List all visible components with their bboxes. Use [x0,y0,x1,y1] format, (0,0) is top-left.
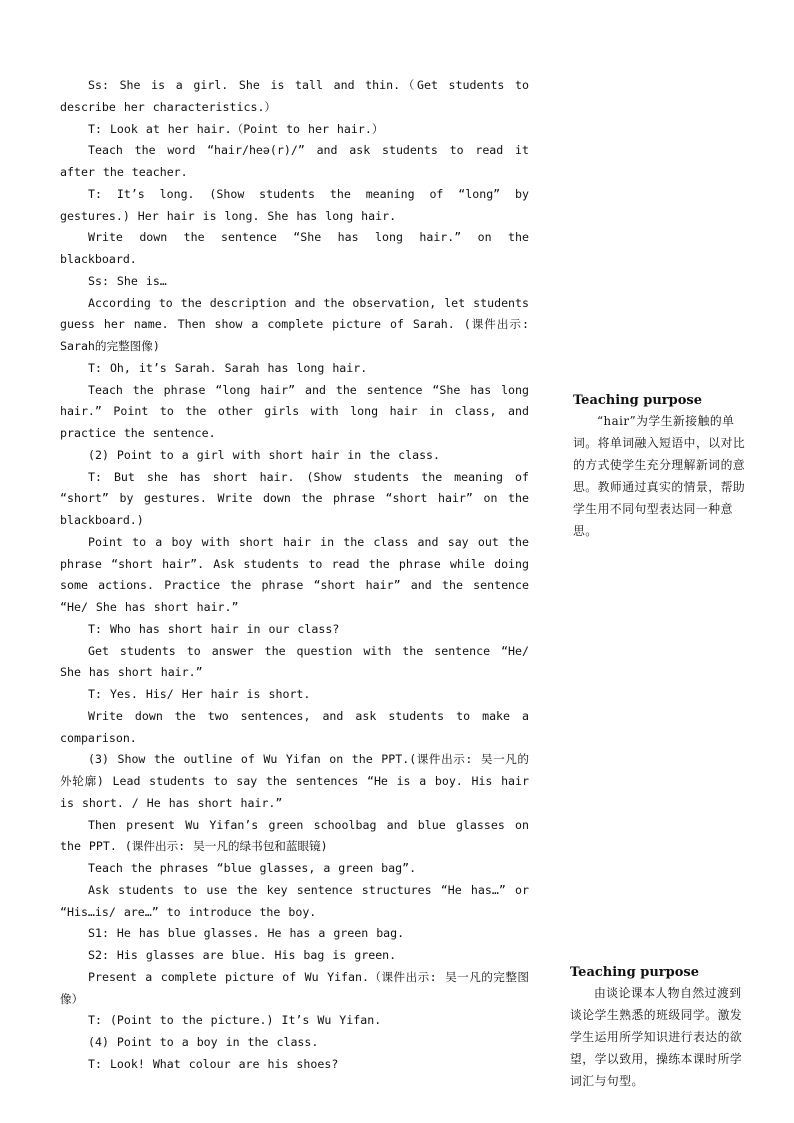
paragraph: Ask students to use the key sentence structures “He has…” or “His…is/ are…” to introduce the boy. [60,882,529,919]
paragraph: Ss: She is… [88,273,167,288]
paragraph: Write down the two sentences, and ask students to make a comparison. [60,708,529,745]
paragraph: Teach the phrases “blue glasses, a green bag”. [88,861,417,875]
paragraph: T: Oh, it’s Sarah. Sarah has long hair. [88,360,368,375]
paragraph: Write down the sentence “She has long hair.” on the blackboard. [60,230,529,266]
note-heading: Teaching purpose [570,965,699,980]
paragraph: Teach the phrase “long hair” and the sentence “She has long hair.” Point to the other girls with long hair in class, and practice the sentence. [60,382,529,440]
paragraph: T: But she has short hair. (Show students the meaning of “short” by gestures. Write down the phrase “short hair” on the blackboard.) [60,469,529,527]
paragraph: (4) Point to a boy in the class. [88,1035,319,1049]
paragraph: T: Who has short hair in our class? [88,621,340,636]
paragraph: Then present Wu Yifan’s green schoolbag and blue glasses on the PPT. (课件出示: 吴一凡的绿书包和蓝眼镜) [60,817,529,854]
paragraph: Teach the word “hair/heə(r)/” and ask students to read it after the teacher. [60,143,529,179]
paragraph: T: Look! What colour are his shoes? [88,1056,339,1071]
paragraph: (3) Show the outline of Wu Yifan on the PPT.(课件出示: 吴一凡的外轮廓) Lead students to say the sentences “He is a boy. His hair is short. / He has short hair.” [60,752,529,810]
note-body: 由谈论课本人物自然过渡到谈论学生熟悉的班级同学。激发学生运用所学知识进行表达的欲望，学以致用，操练本课时所学词汇与句型。 [570,986,743,1088]
paragraph: (2) Point to a girl with short hair in the class. [88,447,441,462]
paragraph: Ss: She is a girl. She is tall and thin.（Get students to describe her characteristics.） [60,78,529,114]
paragraph: S1: He has blue glasses. He has a green bag. [88,926,405,941]
paragraph: Get students to answer the question with the sentence “He/ She has short hair.” [60,643,529,680]
paragraph: Present a complete picture of Wu Yifan.（课件出示: 吴一凡的完整图像） [60,969,529,1006]
paragraph: T: Yes. His/ Her hair is short. [88,687,311,701]
lesson-body [60,75,529,1076]
paragraph: T: Look at her hair.（Point to her hair.） [88,121,384,136]
paragraph: According to the description and the observation, let students guess her name. Then show a complete picture of Sarah. (课件出示: Sarah的完整图像) [60,295,529,353]
teaching-purpose-note [573,392,748,542]
note-heading: Teaching purpose [573,393,702,408]
paragraph: T: It’s long. (Show students the meaning of “long” by gestures.) Her hair is long. She has long hair. [60,186,529,223]
paragraph: Point to a boy with short hair in the class and say out the phrase “short hair”. Ask students to read the phrase while doing some actions. Practice the phrase “short hair” and the sentence “He/ She has short hair.” [60,534,529,614]
paragraph: S2: His glasses are blue. His bag is green. [88,948,397,962]
note-body: “hair”为学生新接触的单词。将单词融入短语中，以对比的方式使学生充分理解新词的意思。教师通过真实的情景，帮助学生用不同句型表达同一种意思。 [573,414,746,538]
paragraph: T: (Point to the picture.) It’s Wu Yifan. [88,1013,382,1028]
teaching-purpose-note [570,964,750,1092]
